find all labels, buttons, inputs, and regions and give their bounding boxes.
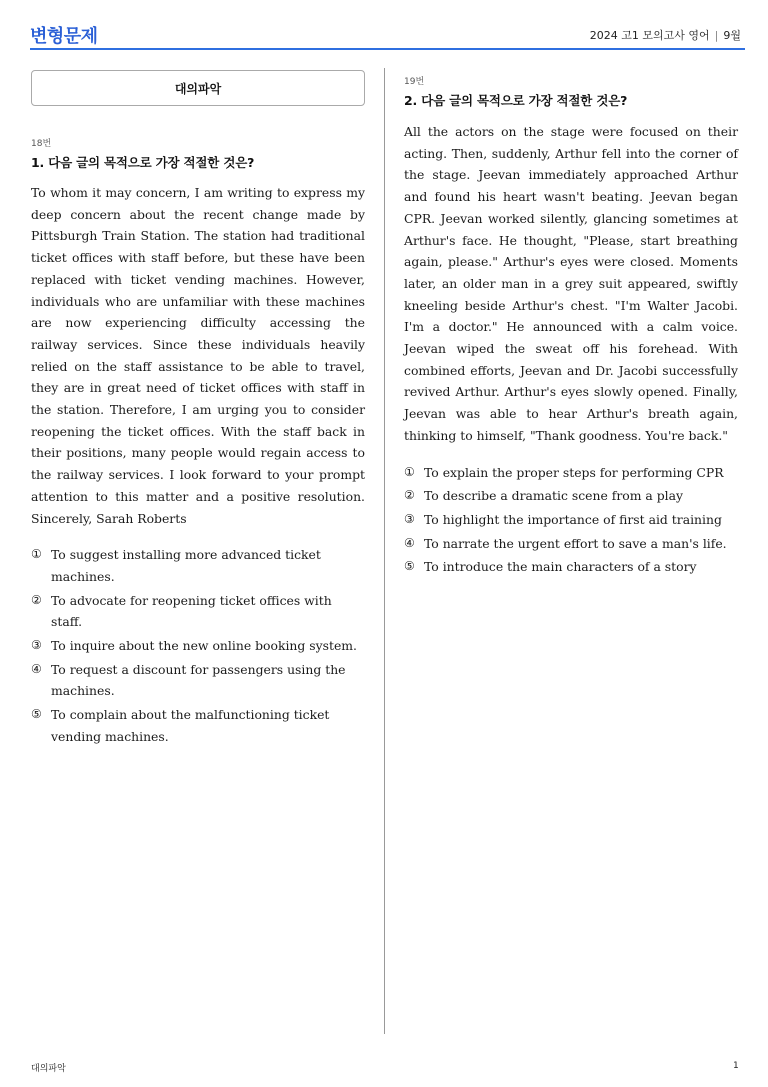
question-passage: All the actors on the stage were focused on their acting. Then, suddenly, Arthur fell into the corner of the stage. Jeevan immediately approached Arthur and found his heart wasn't beating. Jeevan began CPR. Jeevan worked silently, glancing sometimes at Arthur's face. He thought, "Please, start breathing again, please." Arthur's eyes were closed. Moments later, an older man in a grey suit appeared, swiftly kneeling beside Arthur's chest. "I'm Walter Jacobi. I'm a doctor." He announced with a calm voice. Jeevan wiped the sweat off his forehead. With combined efforts, Jeevan and Dr. Jacobi successfully revived Arthur. Arthur's eyes slowly opened. Finally, Jeevan was able to hear Arthur's breath again, thinking to himself, "Thank goodness. You're back." [404,124,738,443]
choice-text: To explain the proper steps for performing CPR [424,464,724,480]
choice-item[interactable] [31,659,365,702]
choice-text: To introduce the main characters of a story [424,559,697,575]
choice-number: ③ [31,638,42,653]
choice-number: ⑤ [31,707,42,722]
choice-text: To complain about the malfunctioning ticket vending machines. [51,707,330,744]
choice-item[interactable] [404,485,738,507]
question-title: 1. 다음 글의 목적으로 가장 적절한 것은? [31,155,255,170]
choice-number: ③ [404,511,415,526]
choice-number: ① [404,464,415,479]
choice-item[interactable] [404,509,738,531]
right-column [404,70,738,580]
choice-text: To narrate the urgent effort to save a man's life. [424,535,727,551]
choice-text: To inquire about the new online booking system. [51,638,357,654]
choice-number: ⑤ [404,559,415,574]
choice-number: ④ [404,535,415,550]
page-header [30,22,745,50]
section-title-box [31,70,365,106]
choice-item[interactable] [404,462,738,484]
choice-list [31,544,365,747]
choice-text: To advocate for reopening ticket offices with staff. [51,592,332,630]
choice-text: To highlight the importance of first aid training [424,511,722,527]
question-title: 2. 다음 글의 목적으로 가장 적절한 것은? [404,93,628,108]
choice-item[interactable] [404,533,738,555]
choice-item[interactable] [31,635,365,657]
question-passage: To whom it may concern, I am writing to express my deep concern about the recent change made by Pittsburgh Train Station. The station had traditional ticket offices with staff before, but these have been replaced with ticket vending machines. However, individuals who are unfamiliar with these machines are now experiencing difficulty accessing the railway services. Since these individuals heavily relied on the staff assistance to be able to travel, they are in great need of ticket offices with staff in the station. Therefore, I am urging you to consider reopening the ticket offices. With the staff back in their positions, many people would regain access to the railway services. I look forward to your prompt attention to this matter and a positive resolution. Sincerely, Sarah Roberts [31,185,365,526]
choice-item[interactable] [31,704,365,747]
choice-number: ② [31,592,42,607]
choice-list [404,462,738,579]
exam-title: 2024 고1 모의고사 영어 [589,29,710,42]
question-number-label: 19번 [404,77,425,87]
exam-info [590,27,741,43]
exam-month: 9월 [723,29,741,42]
choice-item[interactable] [404,556,738,578]
choice-text: To request a discount for passengers using the machines. [51,661,346,699]
choice-number: ② [404,488,415,503]
exam-separator: | [714,29,719,42]
column-divider [384,68,385,1034]
choice-item[interactable] [31,544,365,587]
choice-text: To suggest installing more advanced ticket machines. [51,547,321,584]
choice-number: ④ [31,661,42,676]
footer-section-label: 대의파악 [31,1064,66,1074]
choice-item[interactable] [31,590,365,633]
choice-number: ① [31,547,42,562]
choice-text: To describe a dramatic scene from a play [424,488,684,504]
page-number: 1 [733,1061,739,1071]
question-number-label: 18번 [31,139,52,149]
section-title: 대의파악 [174,81,222,96]
brand-title: 변형문제 [30,26,98,47]
left-column [31,70,365,750]
